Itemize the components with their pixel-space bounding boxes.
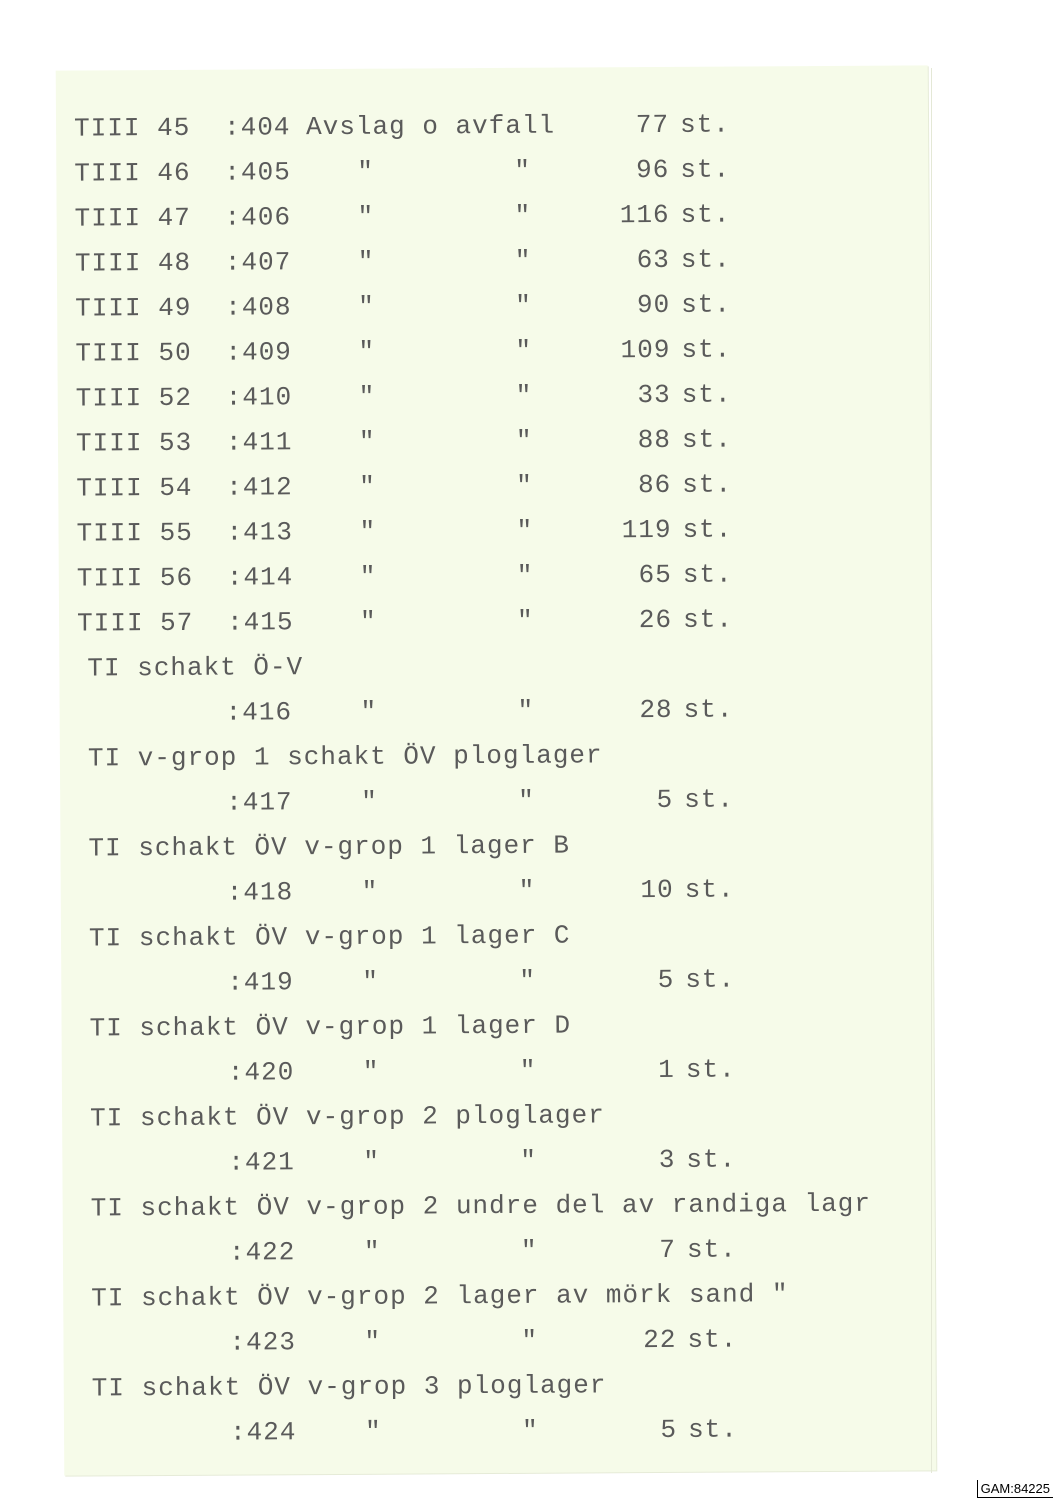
item-number: :412 bbox=[226, 472, 293, 503]
ditto-mark: " bbox=[521, 1325, 539, 1356]
item-count: 5 bbox=[657, 964, 675, 996]
item-count: 5 bbox=[660, 1414, 678, 1446]
item-count: 86 bbox=[637, 469, 672, 501]
item-number: :413 bbox=[226, 517, 294, 548]
item-unit: st. bbox=[679, 109, 730, 140]
item-unit: st. bbox=[686, 1234, 737, 1265]
item-number: :404 bbox=[223, 112, 291, 143]
item-number: :415 bbox=[227, 607, 294, 638]
item-unit: st. bbox=[682, 514, 733, 545]
item-number: :422 bbox=[228, 1237, 296, 1268]
list-item bbox=[76, 416, 956, 466]
list-item bbox=[78, 686, 958, 736]
item-id: TIII 55 bbox=[76, 517, 193, 549]
item-number: :419 bbox=[227, 967, 294, 998]
list-item bbox=[75, 281, 955, 331]
ditto-mark: " bbox=[364, 1416, 382, 1447]
ditto-mark: " bbox=[357, 201, 375, 232]
ditto-mark: " bbox=[359, 516, 377, 547]
ditto-mark: " bbox=[516, 515, 534, 546]
item-unit: st. bbox=[680, 199, 731, 230]
ditto-mark: " bbox=[362, 966, 379, 997]
ditto-mark: " bbox=[361, 876, 379, 907]
ditto-mark: " bbox=[517, 695, 535, 726]
item-unit: st. bbox=[681, 379, 732, 410]
typed-list bbox=[74, 101, 962, 1456]
group-heading-text: TI schakt ÖV v-grop 2 ploglager bbox=[90, 1100, 605, 1134]
group-heading bbox=[79, 1001, 959, 1051]
item-number: :416 bbox=[225, 697, 293, 728]
ditto-mark: " bbox=[363, 1146, 381, 1177]
item-count: 88 bbox=[637, 424, 672, 456]
ditto-mark: " bbox=[514, 200, 532, 231]
item-id: TIII 54 bbox=[76, 472, 193, 504]
item-count: 116 bbox=[619, 199, 670, 231]
ditto-mark: " bbox=[357, 156, 375, 187]
index-card bbox=[56, 65, 937, 1475]
item-id: TIII 49 bbox=[75, 292, 192, 324]
list-item bbox=[80, 1136, 960, 1186]
item-count: 63 bbox=[636, 244, 670, 276]
group-heading-text: TI schakt Ö-V bbox=[87, 652, 304, 684]
item-number: :407 bbox=[224, 247, 292, 278]
ditto-mark: " bbox=[518, 875, 536, 906]
item-number: :414 bbox=[226, 562, 294, 593]
item-count: 28 bbox=[639, 694, 673, 726]
item-number: :406 bbox=[224, 202, 292, 233]
item-unit: st. bbox=[681, 424, 732, 455]
ditto-mark: " bbox=[521, 1415, 539, 1446]
item-number: :408 bbox=[225, 292, 292, 323]
item-number: :418 bbox=[226, 877, 294, 908]
item-unit: st. bbox=[682, 604, 733, 635]
item-id: TIII 57 bbox=[77, 607, 194, 639]
list-item bbox=[74, 191, 954, 241]
item-description: Avslag o avfall bbox=[305, 110, 556, 143]
group-heading bbox=[78, 821, 958, 871]
group-heading bbox=[78, 731, 958, 781]
list-item bbox=[81, 1226, 961, 1276]
ditto-mark: " bbox=[357, 246, 375, 277]
item-unit: st. bbox=[680, 244, 731, 275]
group-heading-text: TI schakt ÖV v-grop 2 lager av mörk sand " bbox=[91, 1279, 789, 1314]
item-unit: st. bbox=[682, 559, 733, 590]
item-unit: st. bbox=[686, 1144, 737, 1175]
ditto-mark: " bbox=[516, 560, 534, 591]
item-unit: st. bbox=[682, 469, 733, 500]
group-heading-text: TI v-grop 1 schakt ÖV ploglager bbox=[87, 740, 603, 774]
group-heading-text: TI schakt ÖV v-grop 1 lager C bbox=[88, 920, 571, 954]
item-number: :409 bbox=[225, 337, 292, 368]
list-item bbox=[76, 371, 956, 421]
group-heading bbox=[79, 911, 959, 961]
list-item bbox=[75, 326, 955, 376]
item-id: TIII 50 bbox=[75, 337, 192, 369]
ditto-mark: " bbox=[364, 1326, 382, 1357]
group-heading bbox=[81, 1271, 961, 1321]
ditto-mark: " bbox=[361, 786, 378, 817]
list-item bbox=[74, 101, 954, 151]
item-number: :420 bbox=[227, 1057, 295, 1088]
list-item bbox=[79, 956, 959, 1006]
group-heading bbox=[81, 1181, 961, 1231]
list-item bbox=[75, 236, 955, 286]
ditto-mark: " bbox=[515, 335, 533, 366]
list-item bbox=[80, 1046, 960, 1096]
group-heading bbox=[82, 1361, 962, 1411]
item-unit: st. bbox=[684, 874, 735, 905]
item-id: TIII 48 bbox=[74, 247, 192, 279]
list-item bbox=[76, 461, 956, 511]
item-count: 7 bbox=[659, 1234, 677, 1266]
ditto-mark: " bbox=[359, 606, 377, 637]
ditto-mark: " bbox=[515, 425, 533, 456]
ditto-mark: " bbox=[516, 470, 533, 501]
list-item bbox=[82, 1406, 962, 1456]
list-item bbox=[74, 146, 954, 196]
ditto-mark: " bbox=[515, 380, 533, 411]
list-item bbox=[76, 506, 956, 556]
ditto-mark: " bbox=[362, 1056, 380, 1087]
ditto-mark: " bbox=[514, 245, 532, 276]
item-count: 109 bbox=[620, 334, 671, 366]
group-heading bbox=[80, 1091, 960, 1141]
list-item bbox=[77, 551, 957, 601]
item-number: :424 bbox=[229, 1417, 297, 1448]
group-heading-text: TI schakt ÖV v-grop 3 ploglager bbox=[91, 1370, 607, 1404]
ditto-mark: " bbox=[519, 1055, 537, 1086]
item-unit: st. bbox=[684, 784, 735, 815]
item-unit: st. bbox=[685, 1054, 736, 1085]
item-unit: st. bbox=[683, 694, 734, 725]
ditto-mark: " bbox=[360, 696, 378, 727]
item-count: 26 bbox=[638, 604, 673, 636]
item-count: 90 bbox=[636, 289, 671, 321]
item-unit: st. bbox=[681, 289, 732, 320]
ditto-mark: " bbox=[515, 290, 532, 321]
item-id: TIII 47 bbox=[74, 202, 191, 234]
ditto-mark: " bbox=[519, 965, 536, 996]
group-heading-text: TI schakt ÖV v-grop 1 lager B bbox=[88, 830, 571, 864]
item-count: 5 bbox=[656, 784, 674, 816]
item-unit: st. bbox=[681, 334, 732, 365]
group-heading-text: TI schakt ÖV v-grop 1 lager D bbox=[89, 1010, 572, 1044]
item-count: 65 bbox=[638, 559, 672, 591]
ditto-mark: " bbox=[358, 426, 376, 457]
item-id: TIII 46 bbox=[74, 157, 191, 189]
item-number: :405 bbox=[224, 157, 291, 188]
list-item bbox=[77, 596, 957, 646]
list-item bbox=[79, 866, 959, 916]
item-id: TIII 52 bbox=[75, 382, 193, 414]
item-count: 96 bbox=[636, 154, 670, 186]
ditto-mark: " bbox=[518, 785, 535, 816]
list-item bbox=[78, 776, 958, 826]
item-number: :417 bbox=[226, 787, 293, 818]
item-unit: st. bbox=[687, 1324, 738, 1355]
item-count: 119 bbox=[621, 514, 672, 546]
ditto-mark: " bbox=[359, 561, 377, 592]
item-unit: st. bbox=[687, 1414, 738, 1445]
item-number: :421 bbox=[228, 1147, 295, 1178]
item-unit: st. bbox=[685, 964, 736, 995]
item-number: :410 bbox=[225, 382, 293, 413]
ditto-mark: " bbox=[520, 1235, 538, 1266]
ditto-mark: " bbox=[358, 381, 376, 412]
item-count: 10 bbox=[640, 874, 674, 906]
list-item bbox=[81, 1316, 961, 1366]
ditto-mark: " bbox=[359, 471, 376, 502]
ditto-mark: " bbox=[520, 1145, 538, 1176]
item-id: TIII 53 bbox=[75, 427, 193, 459]
archive-id-stamp: GAM:84225 bbox=[977, 1480, 1053, 1498]
group-heading bbox=[77, 641, 957, 691]
item-id: TIII 45 bbox=[73, 112, 191, 144]
item-count: 22 bbox=[643, 1324, 677, 1356]
item-number: :411 bbox=[225, 427, 293, 458]
ditto-mark: " bbox=[363, 1236, 381, 1267]
item-id: TIII 56 bbox=[76, 562, 194, 594]
item-count: 1 bbox=[658, 1054, 675, 1086]
ditto-mark: " bbox=[358, 336, 376, 367]
item-count: 33 bbox=[637, 379, 671, 411]
item-count: 3 bbox=[658, 1144, 676, 1176]
ditto-mark: " bbox=[358, 291, 375, 322]
item-count: 77 bbox=[635, 109, 670, 141]
item-number: :423 bbox=[229, 1327, 297, 1358]
ditto-mark: " bbox=[514, 155, 532, 186]
ditto-mark: " bbox=[516, 605, 534, 636]
group-heading-text: TI schakt ÖV v-grop 2 undre del av randiga lagr bbox=[90, 1188, 872, 1224]
item-unit: st. bbox=[680, 154, 731, 185]
